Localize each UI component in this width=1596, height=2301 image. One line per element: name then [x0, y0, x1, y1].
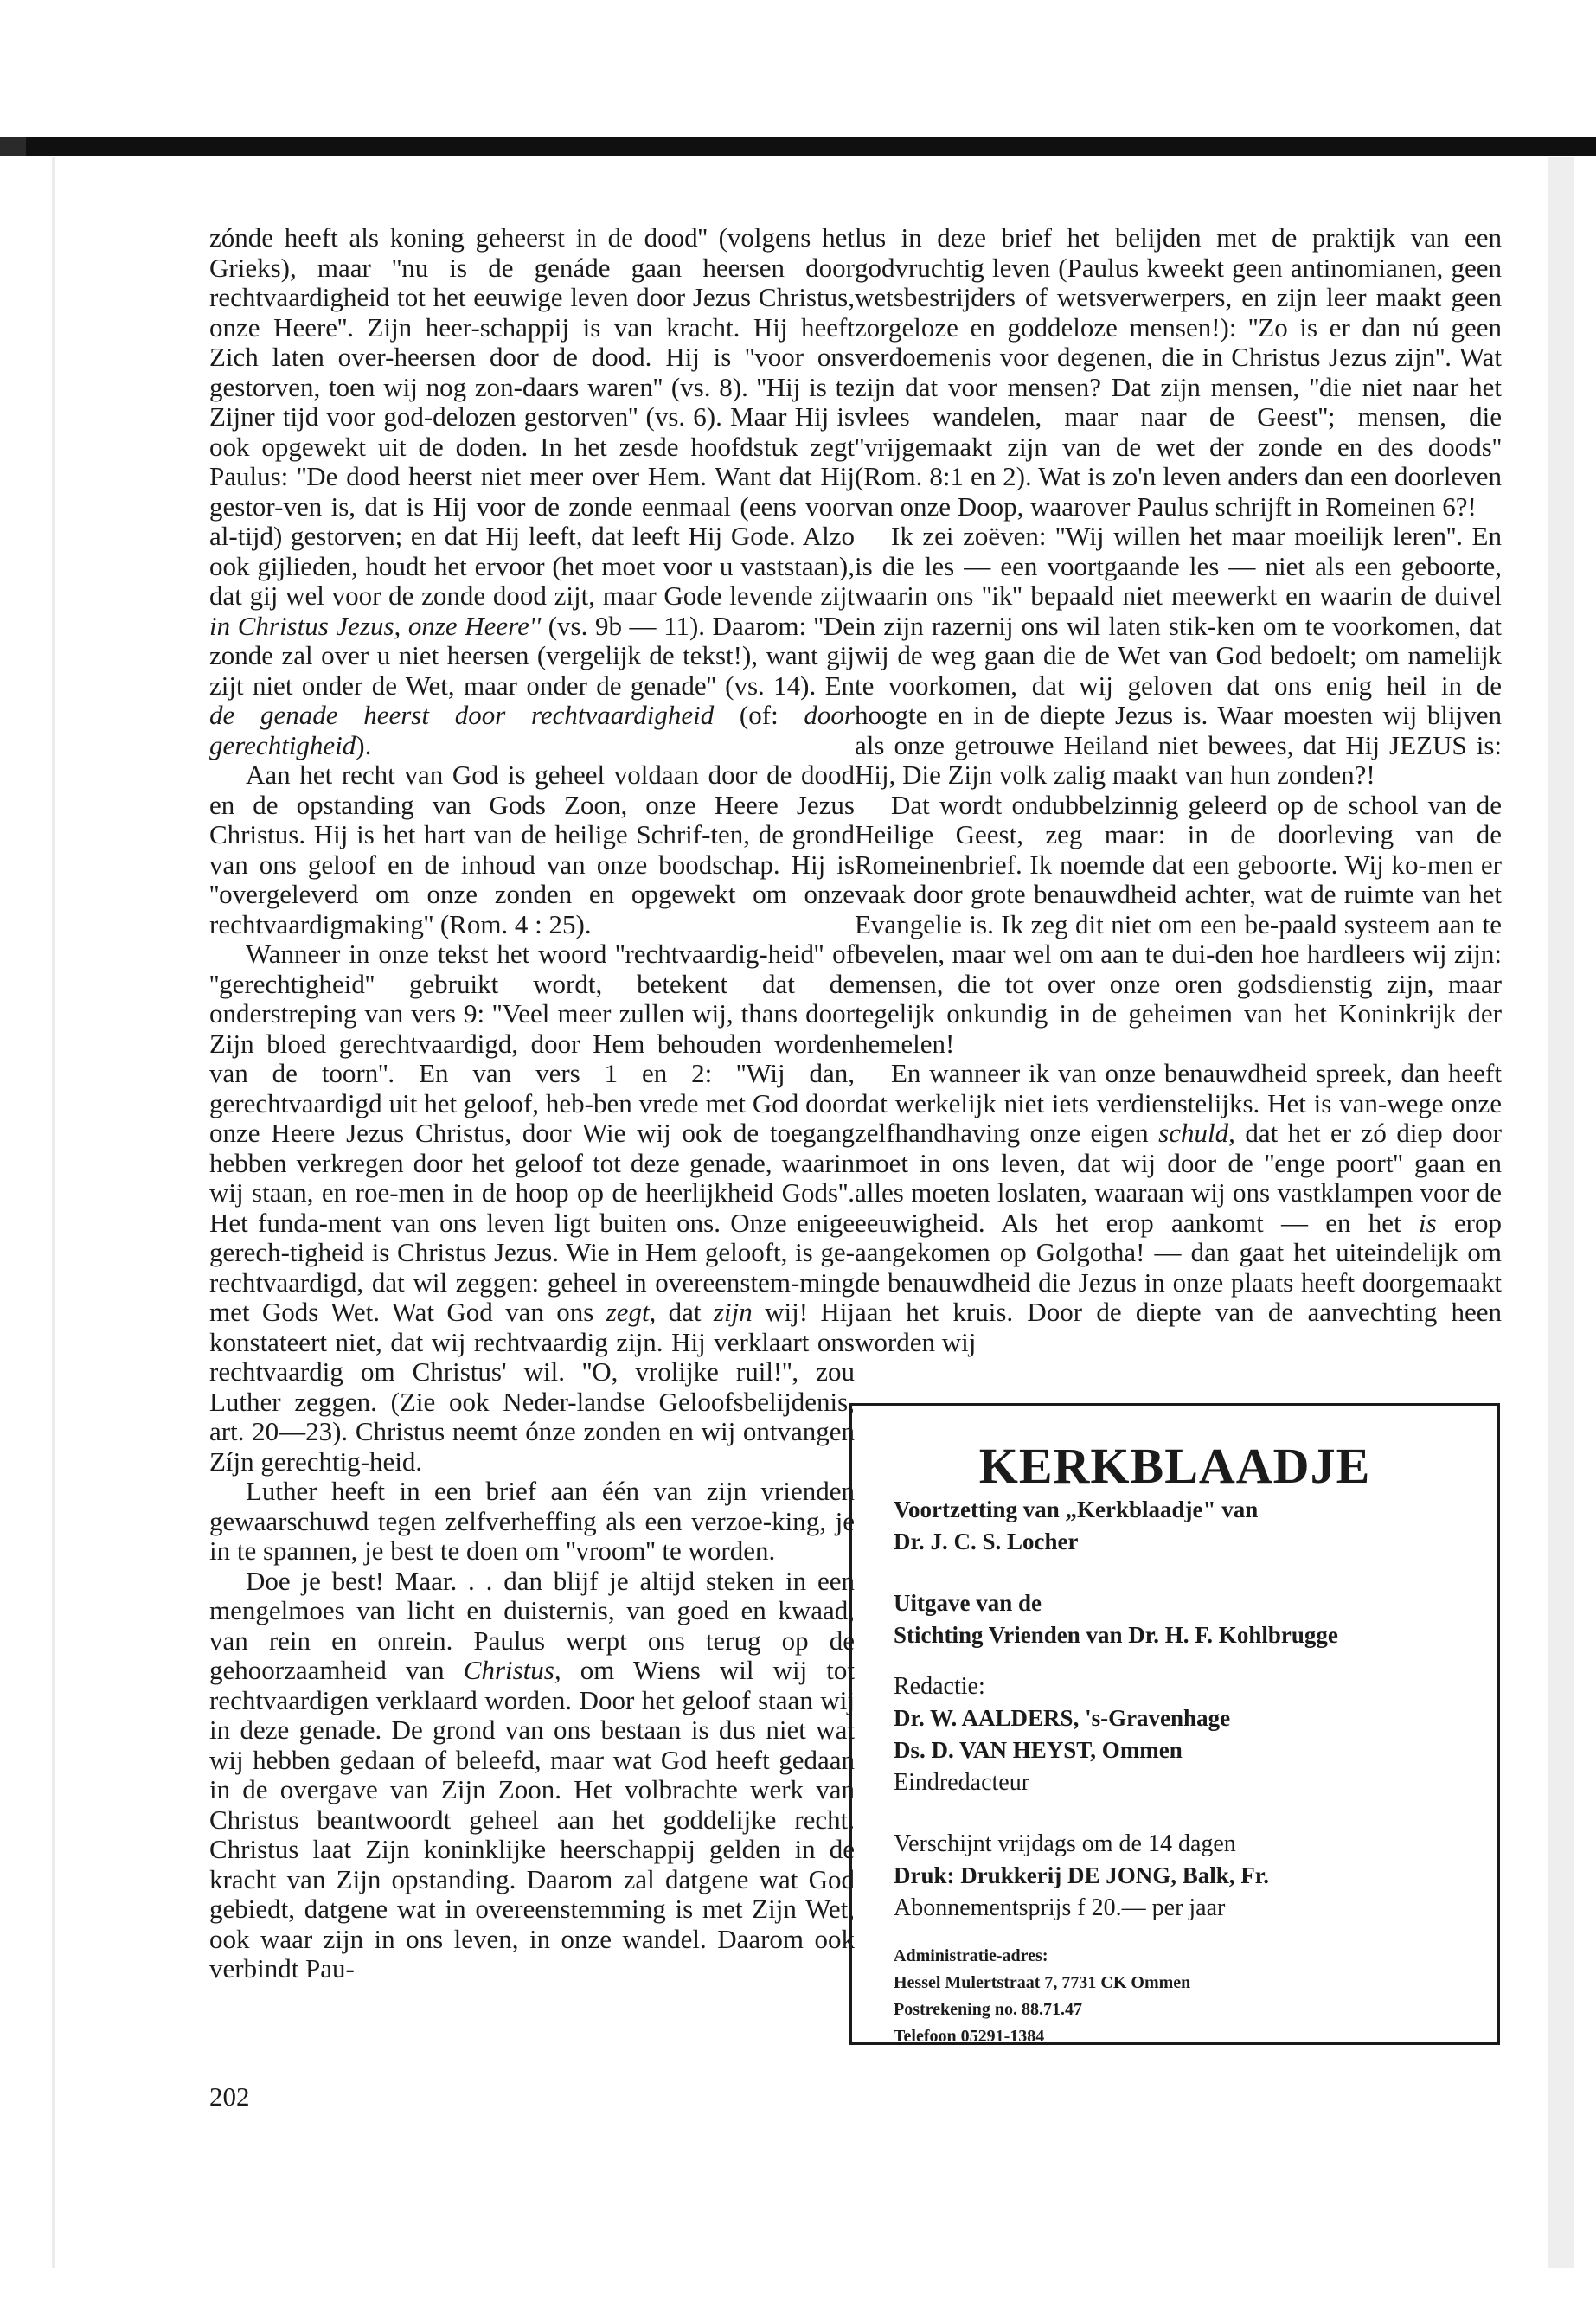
colophon-subtitle-1: Voortzetting van „Kerkblaadje" van	[894, 1497, 1259, 1522]
text-run: Ik zei zoëven: ''Wij willen het maar moeilijk leren''. En is die les — een voortgaande les — niet als een geboorte, waarin ons ''ik'' bepaald niet meewerkt en waarin de duivel in zijn razernij ons wil laten stik-ken om te voorkomen, dat wij de weg gaan die de Wet van God bedoelt; om namelijk te voorkomen, dat wij geloven dat ons enig heil in de hoogte en in de diepte Jezus is. Waar moesten wij blijven als onze getrouwe Heiland niet bewees, dat Hij JEZUS is: Hij, Die Zijn volk zalig maakt van hun zonden?!	[855, 521, 1502, 790]
italic-text: door gerechtigheid	[209, 700, 855, 760]
page-gutter-line	[52, 157, 55, 2268]
text-run: dat	[656, 1297, 714, 1327]
colophon-editor-2-role: Eindredacteur	[894, 1769, 1030, 1796]
text-run: Wanneer in onze tekst het woord ''rechtvaardig-heid'' of ''gerechtigheid'' gebruikt wordt, betekent dat de onderstreping van vers 9: ''Veel meer zullen wij, thans door Zijn bloed gerechtvaardigd, door Hem behouden worden van de toorn''. En van vers 1 en 2: ''Wij dan, gerechtvaardigd uit het geloof, heb-ben vrede met God door onze Heere Jezus Christus, door Wie wij ook de toegang hebben verkregen door het geloof tot deze genade, waarin wij staan, en roe-men in de hoop op de heerlijkheid Gods''. Het funda-ment van ons leven ligt buiten ons. Onze enige gerech-tigheid is Christus Jezus. Wie in Hem gelooft, is ge-rechtvaardigd, dat wil zeggen: geheel in overeenstem-ming met Gods Wet. Wat God van ons	[209, 939, 855, 1327]
paragraph	[209, 939, 855, 1477]
italic-text: de genade heerst door rechtvaardigheid	[209, 700, 715, 730]
colophon-admin-address: Hessel Mulertstraat 7, 7731 CK Ommen	[894, 1973, 1191, 1992]
text-run: wij! Hij konstateert niet, dat wij rechtvaardig zijn. Hij verklaart ons rechtvaardig om Christus' wil. ''O, vrolijke ruil!'', zou Luther zeggen. (Zie ook Neder-landse Geloofsbelijdenis, art. 20—23). Christus neemt ónze zonden en wij ontvangen Zíjn gerechtig-heid.	[209, 1297, 855, 1477]
italic-text: zegt,	[606, 1297, 657, 1327]
colophon-publisher-2: Stichting Vrienden van Dr. H. F. Kohlbrugge	[894, 1622, 1338, 1648]
colophon-schedule: Verschijnt vrijdags om de 14 dagen	[894, 1830, 1236, 1857]
colophon-printer: Druk: Drukkerij DE JONG, Balk, Fr.	[894, 1862, 1270, 1888]
page-edge-shade	[1548, 157, 1574, 2268]
colophon-publisher-1: Uitgave van de	[894, 1590, 1042, 1616]
scan-edge	[0, 137, 26, 156]
text-run: om Wiens wil wij tot rechtvaardigen verklaard worden. Door het geloof staan wij in deze genade. De grond van ons bestaan is dus niet wat wij hebben gedaan of beleefd, maar wat God heeft gedaan in de overgave van Zijn Zoon. Het volbrachte werk van Christus beantwoordt geheel aan het goddelijke recht. Christus laat Zijn koninklijke heerschappij gelden in de kracht van Zijn opstanding. Daarom zal datgene wat God gebiedt, datgene wat in overeenstemming is met Zijn Wet, ook waar zijn in ons leven, in onze wandel. Daarom ook verbindt Pau-	[209, 1655, 855, 1984]
colophon-editors-label: Redactie:	[894, 1673, 985, 1700]
colophon-box	[849, 1403, 1500, 2045]
italic-text: is	[1418, 1207, 1437, 1238]
text-run: Aan het recht van God is geheel voldaan door de dood en de opstanding van Gods Zoon, onze Heere Jezus Christus. Hij is het hart van de heilige Schrif-ten, de grond van ons geloof en de inhoud van onze boodschap. Hij is ''overgeleverd om onze zonden en opgewekt om onze rechtvaardigmaking'' (Rom. 4 : 25).	[209, 760, 855, 939]
colophon-title: KERKBLAADJE	[978, 1438, 1371, 1494]
colophon-admin-phone: Telefoon 05291-1384	[894, 2027, 1045, 2046]
colophon-editor-2: Ds. D. VAN HEYST, Ommen	[894, 1737, 1183, 1763]
italic-text: zijn	[713, 1297, 753, 1327]
page-top-margin	[0, 0, 1596, 147]
colophon-admin-account: Postrekening no. 88.71.47	[894, 2000, 1082, 2019]
right-text-column	[855, 223, 1502, 1357]
paragraph	[209, 223, 855, 760]
text-run: En wanneer ik van onze benauwdheid spreek, dan heeft dat werkelijk niet iets verdienstelijks. Het is van-wege onze zelfhandhaving onze eigen	[855, 1058, 1502, 1148]
page-number: 202	[209, 2081, 250, 2112]
text-run: Luther heeft in een brief aan één van zijn vrienden gewaarschuwd tegen zelfverheffing als een verzoe-king, je in te spannen, je best te doen om ''vroom'' te worden.	[209, 1476, 855, 1566]
text-run: dat het er zó diep door moet in ons leven, dat wij door de ''enge poort'' gaan en alles moeten loslaten, waaraan wij ons vastklampen voor de eeuwigheid. Als het erop aankomt — en het	[855, 1118, 1502, 1238]
paragraph	[855, 522, 1502, 791]
text-run: Doe je best! Maar. . . dan blijf je altijd steken in een mengelmoes van licht en duisternis, van goed en kwaad, van rein en onrein. Paulus werpt ons terug op de gehoorzaamheid van	[209, 1565, 855, 1685]
colophon-subtitle-2: Dr. J. C. S. Locher	[894, 1529, 1079, 1554]
text-run: Dat wordt ondubbelzinnig geleerd op de school van de Heilige Geest, zeg maar: in de doorleving van de Romeinenbrief. Ik noemde dat een geboorte. Wij ko-men er vaak door grote benauwdheid achter, wat de ruimte van het Evangelie is. Ik zeg dit niet om een be-paald systeem aan te bevelen, maar wel om aan te dui-den hoe hardleers wij zijn: mensen, die tot over onze oren godsdienstig zijn, maar tegelijk onkundig in de geheimen van het Koninkrijk der hemelen!	[855, 789, 1502, 1059]
italic-text: schuld,	[1158, 1118, 1235, 1148]
paragraph	[209, 1477, 855, 1567]
text-run: (vs. 9b — 11). Daarom: ''De zonde zal over u niet heersen (vergelijk de tekst!), want gij zijt niet onder de Wet, maar onder de genade'' (vs. 14). En	[209, 610, 855, 701]
italic-text: Christus,	[463, 1655, 561, 1685]
colophon-editor-1: Dr. W. AALDERS, 's-Gravenhage	[894, 1705, 1231, 1731]
text-run: erop aangekomen op Golgotha! — dan gaat het uiteindelijk om de benauwdheid die Jezus in onze plaats heeft doorgemaakt aan het kruis. Door de diepte van de aanvechting heen worden wij	[855, 1207, 1502, 1357]
scan-border	[26, 137, 1596, 156]
colophon-price: Abonnementsprijs f 20.— per jaar	[894, 1894, 1226, 1921]
text-run: (of:	[714, 700, 804, 730]
italic-text: in Christus Jezus, onze Heere''	[209, 610, 542, 641]
paragraph	[855, 223, 1502, 522]
text-run: ).	[356, 729, 372, 760]
paragraph	[855, 791, 1502, 1060]
text-run: zónde heeft als koning geheerst in de dood'' (volgens het Grieks), maar ''nu is de genáde gaan heersen door rechtvaardigheid tot het eeuwige leven door Jezus Christus, onze Heere''. Zijn heer-schappij is van kracht. Hij heeft Zich laten over-heersen door de dood. Hij is ''voor ons gestorven, toen wij nog zon-daars waren'' (vs. 8). ''Hij is te Zijner tijd voor god-delozen gestorven'' (vs. 6). Maar Hij is ook opgewekt uit de doden. In het zesde hoofdstuk zegt Paulus: ''De dood heerst niet meer over Hem. Want dat Hij gestor-ven is, dat is Hij voor de zonde eenmaal (eens voor al-tijd) gestorven; en dat Hij leeft, dat leeft Hij Gode. Alzo ook gijlieden, houdt het ervoor (het moet voor u vaststaan), dat gij wel voor de zonde dood zijt, maar Gode levende zijt	[209, 222, 855, 611]
colophon-admin-label: Administratie-adres:	[894, 1946, 1048, 1965]
text-run: lus in deze brief het belijden met de praktijk van een godvruchtig leven (Paulus kweekt geen antinomianen, geen wetsbestrijders of wetsverwerpers, en zijn leer maakt geen zorgeloze en goddeloze mensen!): ''Zo is er dan nú geen verdoemenis voor degenen, die in Christus Jezus zijn''. Wat zijn dat voor mensen? Dat zijn mensen, ''die niet naar het vlees wandelen, maar naar de Geest''; mensen, die ''vrijgemaakt zijn van de wet der zonde en des doods'' (Rom. 8:1 en 2). Wat is zo'n leven anders dan een doorleven van onze Doop, waarover Paulus schrijft in Romeinen 6?!	[855, 222, 1502, 522]
paragraph	[209, 1567, 855, 1984]
left-text-column	[209, 223, 855, 1984]
paragraph	[855, 1059, 1502, 1357]
paragraph	[209, 760, 855, 939]
